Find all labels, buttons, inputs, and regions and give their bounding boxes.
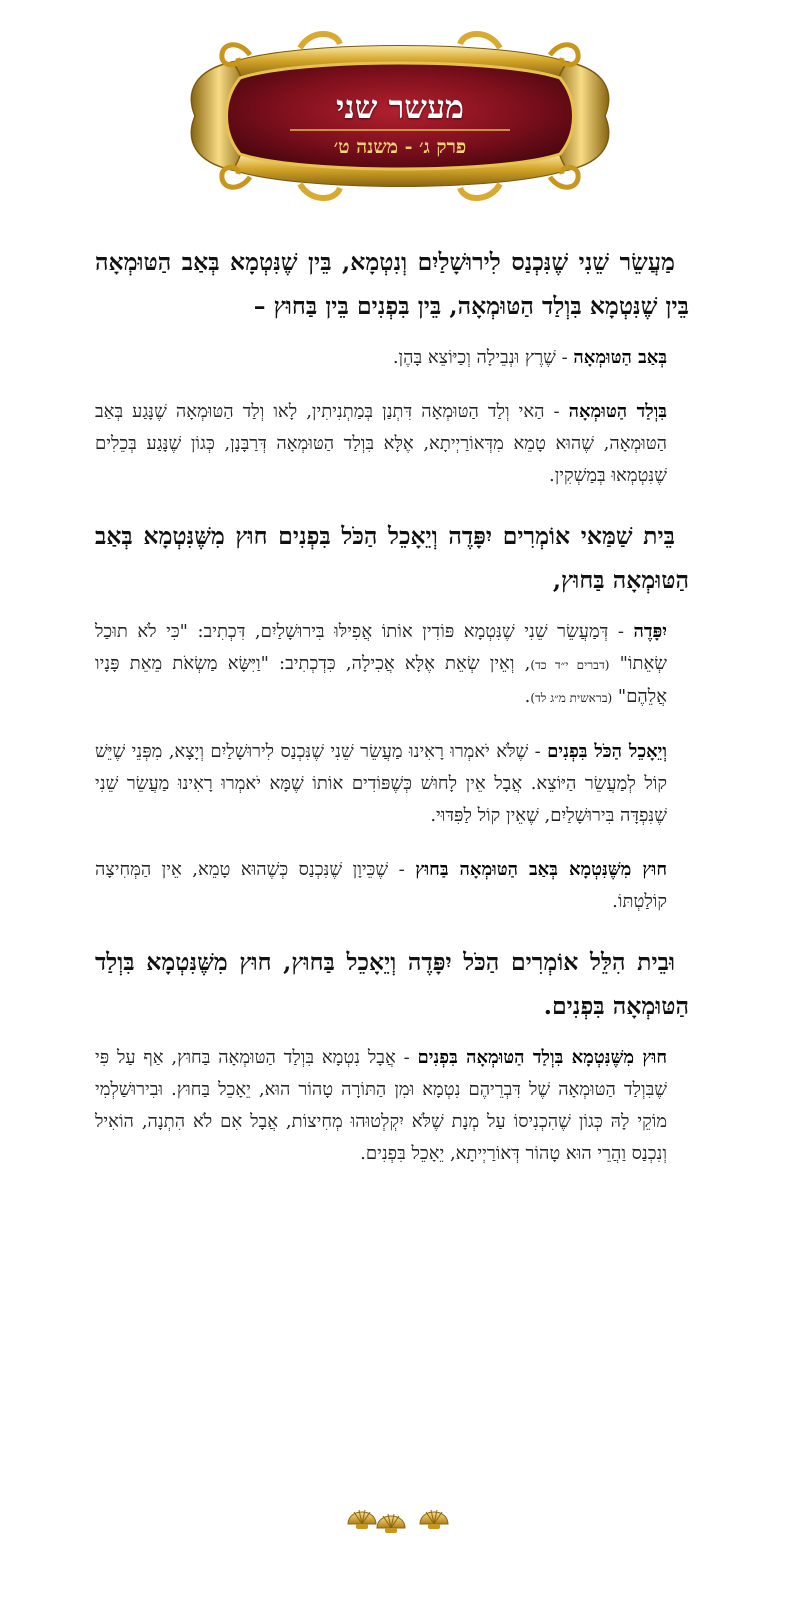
commentary-term: בְּאַב הַטּוּמְאָה (573, 347, 667, 368)
commentary-paragraph (95, 1042, 667, 1170)
commentary-term: חוּץ מִשֶּׁנִּטְמָא בִּוְלַד הַטּוּמְאָה בִּפְנִים (417, 1047, 667, 1068)
main-text (95, 240, 705, 1192)
shell-ornaments (0, 1496, 800, 1536)
footer-ornament (0, 1496, 800, 1536)
shell-icon (377, 1514, 405, 1533)
commentary-text: , וְאֵין שְׂאֵת אֶלָּא אֲכִילָה, כִּדְכְתִיב: "וַיִּשָּׂא מַשְׂאֹת מֵאֵת פָּנָיו אֲלֵהֶם" (95, 653, 667, 707)
commentary-term: בִּוְלַד הַטּוּמְאָה (568, 401, 667, 422)
commentary-text: - דְּמַעֲשֵׂר שֵׁנִי שֶׁנִּטְמָא פּוֹדִין אוֹתוֹ אֲפִילּוּ בִּירוּשָׁלַיִם, דִּכְתִיב: "כִּי לֹא תוּכַל שְׂאֵתוֹ" (95, 621, 667, 674)
commentary-text: - שֶׁרֶץ וּנְבֵילָה וְכַיּוֹצֵא בָּהֶן. (392, 347, 574, 368)
commentary-text: - שֶׁלֹּא יֹאמְרוּ רָאִינוּ מַעֲשֵׂר שֵׁנִי שֶׁנִּכְנַס לִירוּשָׁלַיִם וְיָצָא, מִפְּנֵי שֶׁיֵּשׁ קוֹל לְמַעֲשֵׂר הַיּוֹצֵא. אֲבָל אֵין לָחוּשׁ כְּשֶׁפּוֹדִים אוֹתוֹ שֶׁמָּא יֹאמְרוּ רָאִינוּ מַעֲשֵׂר שֵׁנִי שֶׁנִּפְדָּה בִּירוּשָׁלַיִם, שֶׁאֵין קוֹל לַפִּדּוּי. (95, 741, 667, 826)
commentary-paragraph (95, 342, 667, 374)
chapter-subtitle: פרק ג׳ - משנה ט׳ (333, 136, 467, 158)
commentary-paragraph (95, 396, 667, 492)
commentary-paragraph (95, 616, 667, 714)
shell-icon (348, 1510, 376, 1529)
mishna-paragraph: בֵּית שַׁמַּאי אוֹמְרִים יִפָּדֶה וְיֵאָכֵל הַכֹּל בִּפְנִים חוּץ מִשֶּׁנִּטְמָא בְּאַב הַטּוּמְאָה בַּחוּץ, (95, 522, 689, 594)
mishna-paragraph: מַעֲשֵׂר שֵׁנִי שֶׁנִּכְנַס לִירוּשָׁלַיִם וְנִטְמָא, בֵּין שֶׁנִּטְמָא בְּאַב הַטּוּמְאָה בֵּין שֶׁנִּטְמָא בִּוְלַד הַטּוּמְאָה, בֵּין בִּפְנִים בֵּין בַּחוּץ – (95, 248, 689, 320)
mishna-paragraph: וּבֵית הִלֵּל אוֹמְרִים הַכֹּל יִפָּדֶה וְיֵאָכֵל בַּחוּץ, חוּץ מִשֶּׁנִּטְמָא בִּוְלַד הַטּוּמְאָה בִּפְנִים. (95, 948, 689, 1020)
commentary-paragraph (95, 854, 667, 918)
page-title: מעשר שני (335, 88, 465, 126)
commentary-text: - שֶׁכֵּיוָן שֶׁנִּכְנַס כְּשֶׁהוּא טָמֵא, אֵין הַמְּחִיצָה קוֹלַטְתּוֹ. (95, 859, 667, 912)
commentary-paragraph (95, 736, 667, 832)
commentary-text: - הַאי וְלַד הַטּוּמְאָה דִּתְנַן בְּמַתְנִיתִין, לָאו וְלַד הַטּוּמְאָה שֶׁנָּגַע בְּאַב הַטּוּמְאָה, שֶׁהוּא טָמֵא מִדְּאוֹרַיְיתָא, אֶלָּא בִּוְלַד הַטּוּמְאָה דְּרַבָּנָן, כְּגוֹן שֶׁנָּגַע בְּכֵלִים שֶׁנִּטְמְאוּ בְּמַשְׁקִין. (95, 401, 667, 486)
commentary-term: וְיֵאָכֵל הַכֹּל בִּפְנִים (547, 741, 667, 762)
commentary-term: חוּץ מִשֶּׁנִּטְמָא בְּאַב הַטּוּמְאָה בַּחוּץ (415, 859, 668, 880)
commentary-text: . (524, 686, 531, 707)
shell-icon (420, 1510, 448, 1529)
commentary-term: יִפָּדֶה (633, 621, 667, 642)
verse-citation: (בראשית מ״ג לד) (530, 691, 613, 705)
title-banner (0, 0, 800, 210)
commentary-text: - אֲבָל נִטְמָא בִּוְלַד הַטּוּמְאָה בַּחוּץ, אַף עַל פִּי שֶׁבִּוְלַד הַטּוּמְאָה שֶׁל דִּבְרֵיהֶם נִטְמָא וּמִן הַתּוֹרָה טָהוֹר הוּא, יֵאָכֵל בַּחוּץ. וּבִירוּשַׁלְמִי מוֹקֵי לָהּ כְּגוֹן שֶׁהִכְנִיסוֹ עַל מְנָת שֶׁלֹּא יִקְלְטוּהוּ מְחִיצוֹת, אֲבָל אִם לֹא הִתְנָה, הוֹאִיל וְנִכְנַס וַהֲרֵי הוּא טָהוֹר דְּאוֹרַיְיתָא, יֵאָכֵל בִּפְנִים. (95, 1047, 667, 1164)
verse-citation: (דברים י״ד כד) (530, 658, 610, 672)
